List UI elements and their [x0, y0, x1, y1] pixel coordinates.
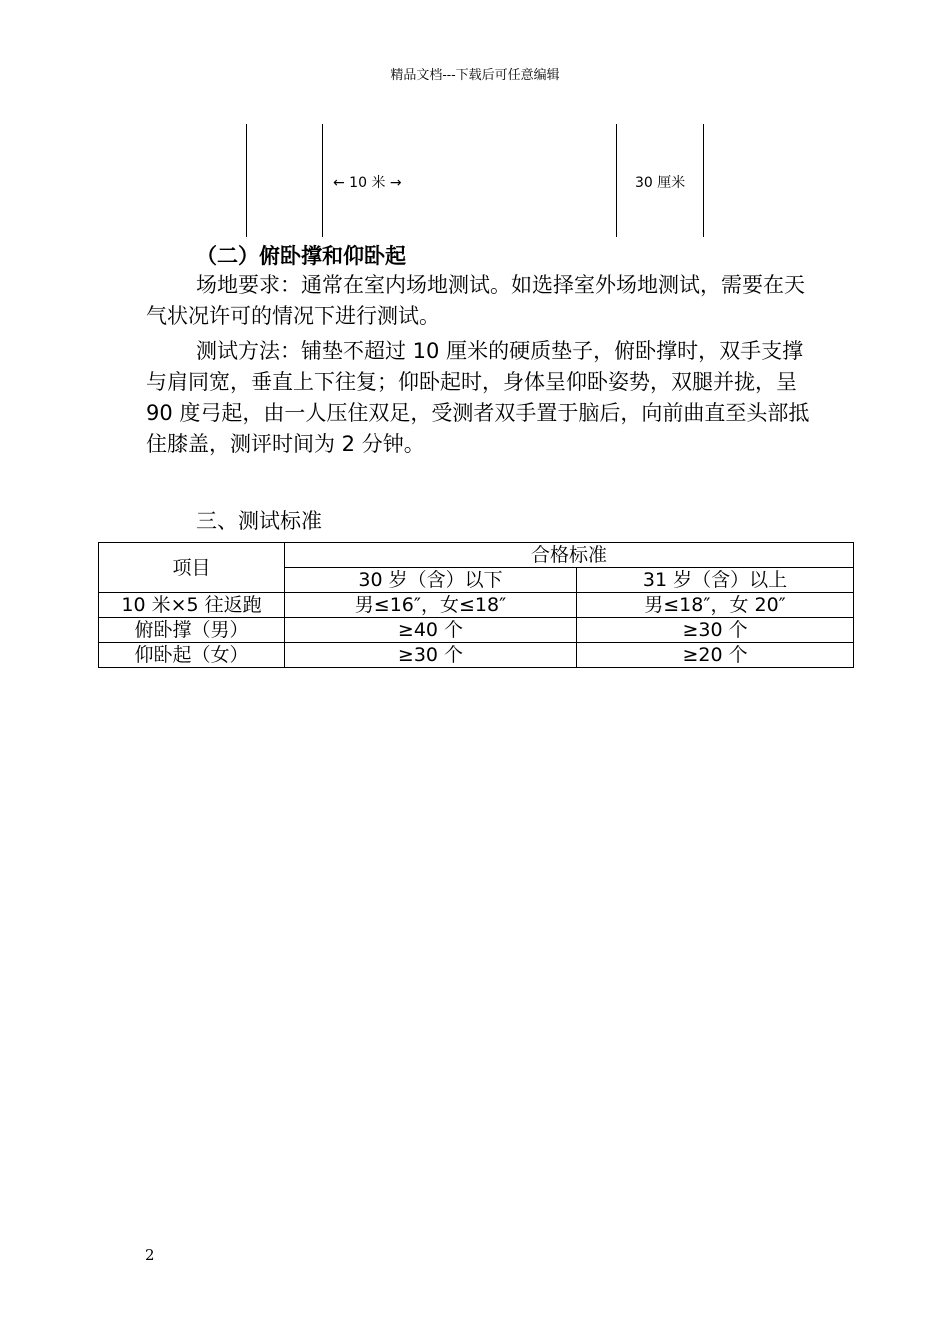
row-value-over31: ≥30 个 [577, 618, 854, 643]
page-number: 2 [145, 1246, 155, 1264]
row-value-under30: 男≤16″，女≤18″ [285, 593, 577, 618]
row-item: 仰卧起（女） [99, 643, 285, 668]
table-row [99, 618, 854, 643]
site-requirement-paragraph: 场地要求：通常在室内场地测试。如选择室外场地测试，需要在天气状况许可的情况下进行测试。 [146, 273, 805, 328]
table-row [99, 643, 854, 668]
standards-table [98, 542, 854, 668]
line-2 [322, 124, 323, 237]
row-item: 俯卧撑（男） [99, 618, 285, 643]
col-header-item: 项目 [99, 543, 285, 593]
end-line [703, 124, 704, 237]
col-header-standard: 合格标准 [285, 543, 854, 568]
row-value-over31: ≥20 个 [577, 643, 854, 668]
row-value-over31: 男≤18″，女 20″ [577, 593, 854, 618]
page-header: 精品文档---下载后可任意编辑 [390, 68, 560, 83]
test-method-paragraph: 测试方法：铺垫不超过 10 厘米的硬质垫子，俯卧撑时，双手支撑与肩同宽，垂直上下往复；仰卧起时，身体呈仰卧姿势，双腿并拢，呈 90 度弓起，由一人压住双足，受测者双手置于脑后，向前曲直至头部抵住膝盖，测评时间为 2 分钟。 [146, 339, 810, 456]
gap-label: 30 厘米 [635, 175, 686, 191]
section-heading-pushup-situp: （二）俯卧撑和仰卧起 [196, 244, 406, 268]
line-3 [616, 124, 617, 237]
row-value-under30: ≥40 个 [285, 618, 577, 643]
row-value-under30: ≥30 个 [285, 643, 577, 668]
distance-label: ← 10 米 → [333, 175, 402, 191]
row-item: 10 米×5 往返跑 [99, 593, 285, 618]
table-row [99, 593, 854, 618]
col-header-over31: 31 岁（含）以上 [577, 568, 854, 593]
col-header-under30: 30 岁（含）以下 [285, 568, 577, 593]
start-line [246, 124, 247, 237]
section-heading-standards: 三、测试标准 [196, 509, 322, 533]
